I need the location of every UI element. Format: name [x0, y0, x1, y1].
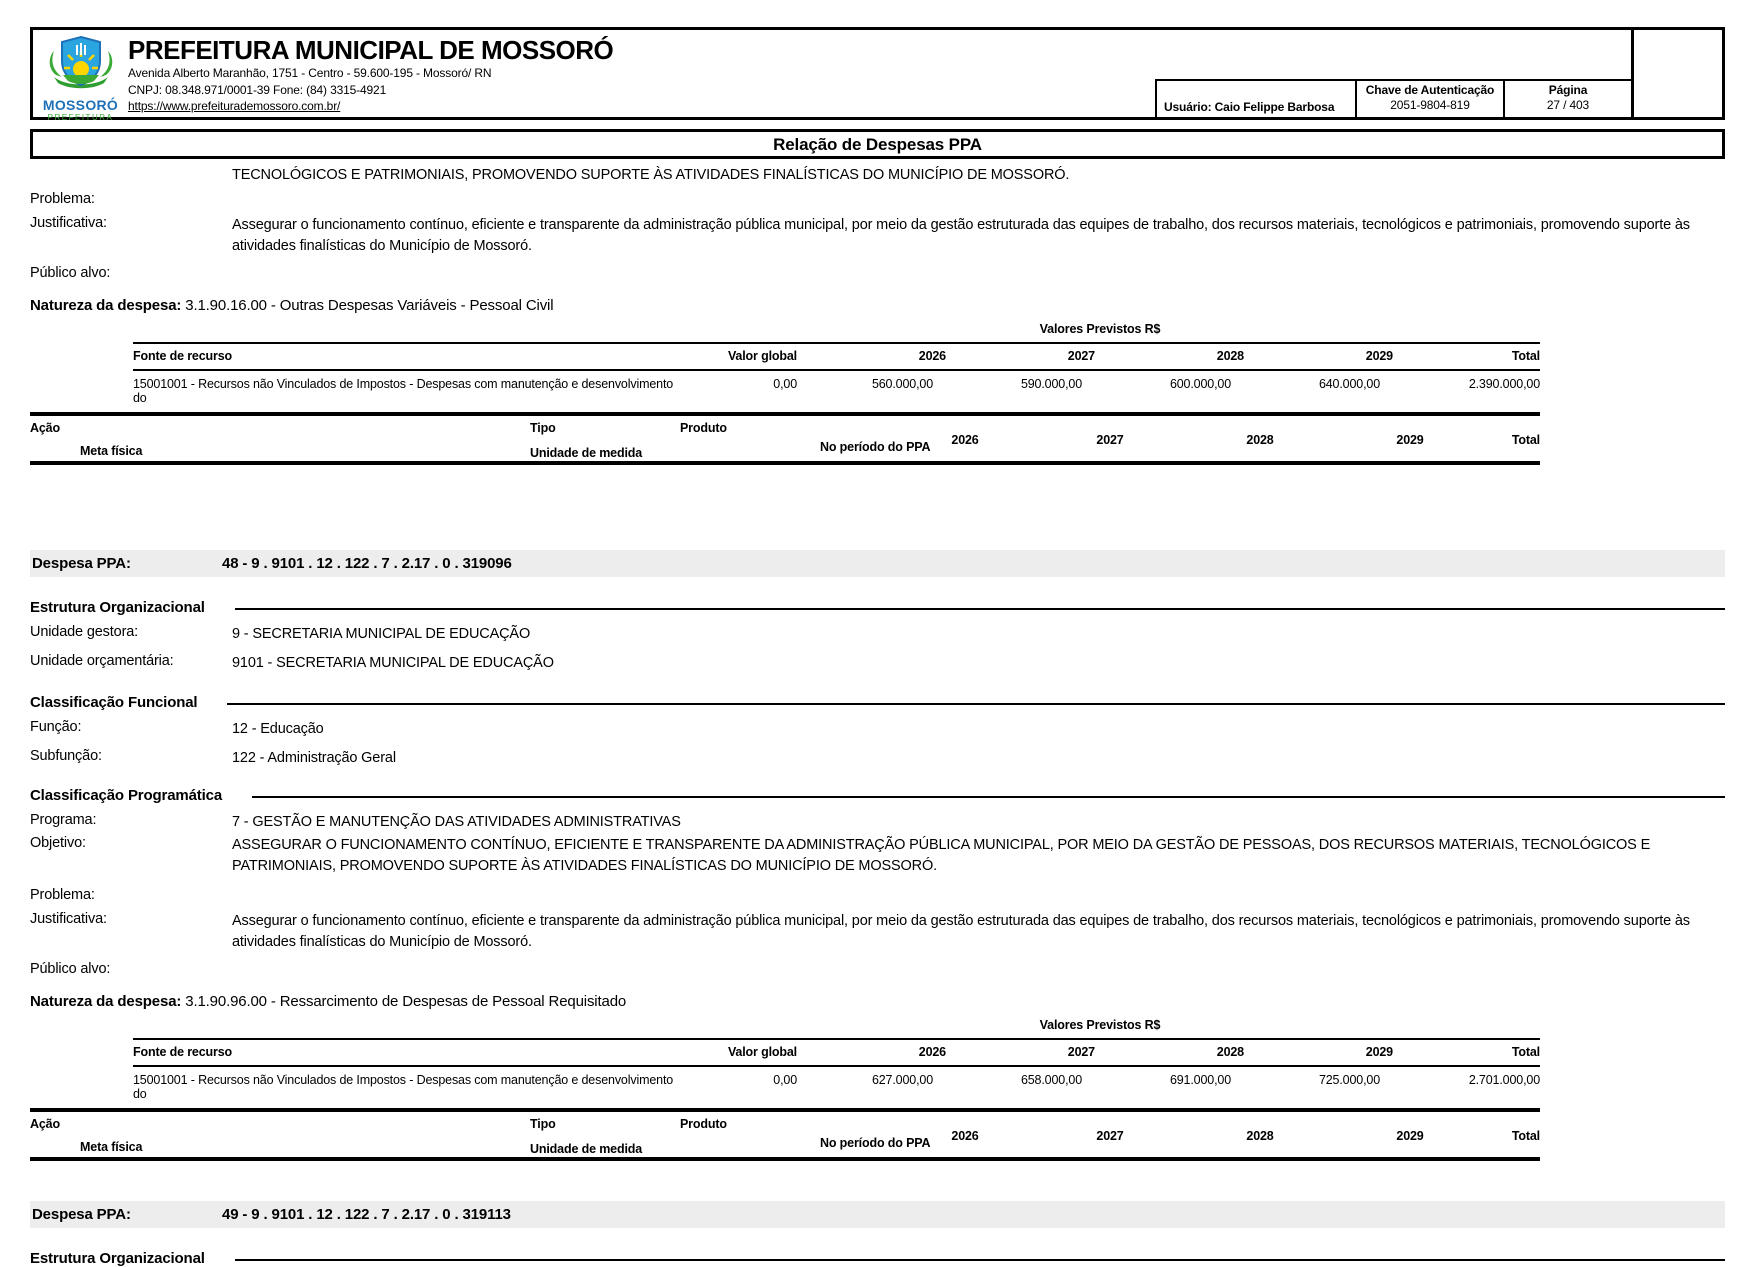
despesa-ppa-48-code: 48 - 9 . 9101 . 12 . 122 . 7 . 2.17 . 0 . 319096 [222, 555, 512, 572]
funcao-label: Função: [30, 719, 82, 735]
unidade-gestora-label: Unidade gestora: [30, 624, 139, 640]
fonte-recurso: 15001001 - Recursos não Vinculados de Impostos - Despesas com manutenção e desenvolvimento do [133, 1073, 674, 1101]
justificativa-label: Justificativa: [30, 215, 107, 231]
acao-col-2026: 2026 [951, 433, 979, 447]
report-title: Relação de Despesas PPA [773, 135, 982, 154]
table-divider-line [30, 1108, 1540, 1112]
header-info-table [1155, 79, 1631, 117]
natureza-value: 3.1.90.16.00 - Outras Despesas Variáveis - Pessoal Civil [185, 297, 554, 314]
natureza-despesa-row [30, 297, 1725, 314]
acao-col-2026: 2026 [951, 1129, 979, 1143]
natureza-label: Natureza da despesa: [30, 297, 182, 314]
natureza-value-2: 3.1.90.96.00 - Ressarcimento de Despesas de Pessoal Requisitado [185, 993, 627, 1010]
subfuncao-label: Subfunção: [30, 748, 102, 764]
subfuncao-row [30, 748, 1725, 769]
header-org-block [128, 30, 613, 117]
estrutura-organizacional-section-2 [30, 1250, 1725, 1267]
periodo-ppa-label: No período do PPA [820, 1136, 931, 1150]
publico-alvo-value [232, 961, 1725, 977]
valores-previstos-table-2 [30, 1018, 1540, 1161]
valor-global-value: 0,00 [773, 1073, 797, 1087]
valor-2029: 640.000,00 [1318, 377, 1380, 391]
periodo-ppa-label: No período do PPA [820, 440, 931, 454]
col-valor-global: Valor global [727, 1045, 797, 1059]
unidade-gestora-value: 9 - SECRETARIA MUNICIPAL DE EDUCAÇÃO [232, 626, 531, 642]
user-cell [1155, 79, 1355, 117]
estrutura-heading: Estrutura Organizacional [30, 599, 205, 616]
tipo-label: Tipo [530, 1117, 556, 1131]
auth-key-label: Chave de Autenticação [1365, 83, 1495, 97]
mossoro-logo [33, 30, 128, 122]
org-website-link[interactable]: https://www.prefeiturademossoro.com.br/ [128, 99, 341, 113]
programatica-heading: Classificação Programática [30, 787, 223, 804]
page-label: Página [1548, 83, 1588, 97]
justificativa-text: Assegurar o funcionamento contínuo, eficiente e transparente da administração pública municipal, por meio da gestão estruturada das equipes de trabalho, dos recursos materiais, tecnológicos e patrimoniais, promovendo suporte às atividades finalísticas do Município de Mossoró. [232, 217, 1690, 254]
unidade-orcamentaria-value: 9101 - SECRETARIA MUNICIPAL DE EDUCAÇÃO [232, 655, 554, 671]
objetivo-label: Objetivo: [30, 835, 86, 851]
problema-row [30, 191, 1725, 207]
programa-row [30, 812, 1725, 833]
problema-value [232, 191, 1725, 207]
unidade-medida-label: Unidade de medida [530, 1142, 643, 1156]
acao-col-2028: 2028 [1246, 433, 1274, 447]
fonte-data-row [133, 371, 1540, 412]
col-2028: 2028 [1216, 1045, 1244, 1059]
subfuncao-value: 122 - Administração Geral [232, 750, 396, 766]
valor-global-value: 0,00 [773, 377, 797, 391]
valor-total: 2.701.000,00 [1468, 1073, 1540, 1087]
col-2026: 2026 [918, 1045, 946, 1059]
header-empty-box [1631, 30, 1722, 117]
classificacao-funcional-section [30, 694, 1725, 711]
page-cell [1503, 79, 1631, 117]
meta-fisica-label: Meta física [80, 1140, 143, 1154]
acao-col-total: Total [1511, 1129, 1540, 1143]
despesa-ppa-label: Despesa PPA: [32, 555, 131, 572]
meta-fisica-label: Meta física [80, 444, 143, 458]
col-total: Total [1511, 1045, 1540, 1059]
acao-header-block [30, 1117, 1540, 1161]
col-fonte: Fonte de recurso [133, 1045, 233, 1059]
objective-continuation: TECNOLÓGICOS E PATRIMONIAIS, PROMOVENDO SUPORTE ÀS ATIVIDADES FINALÍSTICAS DO MUNICÍPIO DE MOSSORÓ. [232, 167, 1070, 183]
col-2028: 2028 [1216, 349, 1244, 363]
auth-key-cell [1355, 79, 1503, 117]
valor-total: 2.390.000,00 [1468, 377, 1540, 391]
acao-header-block [30, 421, 1540, 465]
auth-key-value: 2051-9804-819 [1390, 98, 1470, 112]
valor-2028: 691.000,00 [1169, 1073, 1231, 1087]
produto-label: Produto [680, 421, 727, 435]
acao-divider-line [30, 461, 1540, 465]
section-rule [252, 796, 1725, 798]
valor-2026: 627.000,00 [871, 1073, 933, 1087]
justificativa-row [30, 215, 1725, 257]
col-valor-global: Valor global [727, 349, 797, 363]
publico-alvo-row [30, 265, 1725, 281]
justificativa-label: Justificativa: [30, 911, 107, 927]
mossoro-crest-icon [46, 35, 116, 91]
despesa-ppa-label: Despesa PPA: [32, 1206, 131, 1223]
valores-previstos-table-1 [30, 322, 1540, 465]
col-2029: 2029 [1365, 1045, 1393, 1059]
justificativa-row-2 [30, 911, 1725, 953]
col-2027: 2027 [1067, 1045, 1095, 1059]
acao-col-2029: 2029 [1396, 433, 1424, 447]
section-rule [235, 608, 1725, 610]
logo-city-text: MOSSORÓ [42, 97, 119, 113]
problema-label: Problema: [30, 887, 95, 903]
unidade-orcamentaria-label: Unidade orçamentária: [30, 653, 174, 669]
estrutura-heading: Estrutura Organizacional [30, 1250, 205, 1267]
valor-2028: 600.000,00 [1169, 377, 1231, 391]
valores-title: Valores Previstos R$ [1039, 1018, 1161, 1032]
tipo-label: Tipo [530, 421, 556, 435]
publico-alvo-row-2 [30, 961, 1725, 977]
acao-col-2028: 2028 [1246, 1129, 1274, 1143]
valor-2027: 590.000,00 [1020, 377, 1082, 391]
produto-label: Produto [680, 1117, 727, 1131]
valor-2027: 658.000,00 [1020, 1073, 1082, 1087]
objetivo-value: ASSEGURAR O FUNCIONAMENTO CONTÍNUO, EFICIENTE E TRANSPARENTE DA ADMINISTRAÇÃO PÚBLICA MUNICIPAL, POR MEIO DA GESTÃO DE PESSOAS, DOS RECURSOS MATERIAIS, TECNOLÓGICOS E PATRIMONIAIS, PROMOVENDO SUPORTE ÀS ATIVIDADES FINALÍSTICAS DO MUNICÍPIO DE MOSSORÓ. [232, 837, 1651, 874]
acao-divider-line [30, 1157, 1540, 1161]
despesa-ppa-49-band [30, 1201, 1725, 1228]
publico-alvo-label: Público alvo: [30, 961, 111, 977]
page-number: 27 / 403 [1546, 98, 1590, 112]
fonte-header-row [133, 1038, 1540, 1067]
programa-label: Programa: [30, 812, 97, 828]
funcional-heading: Classificação Funcional [30, 694, 198, 711]
header [30, 27, 1725, 120]
acao-label: Ação [30, 421, 60, 435]
acao-col-2027: 2027 [1096, 433, 1124, 447]
fonte-recurso: 15001001 - Recursos não Vinculados de Impostos - Despesas com manutenção e desenvolvimento do [133, 377, 674, 405]
valor-2026: 560.000,00 [871, 377, 933, 391]
natureza-despesa-row-2 [30, 993, 1725, 1010]
acao-label: Ação [30, 1117, 60, 1131]
publico-alvo-label: Público alvo: [30, 265, 111, 281]
col-2029: 2029 [1365, 349, 1393, 363]
publico-alvo-value [232, 265, 1725, 281]
col-fonte: Fonte de recurso [133, 349, 233, 363]
report-title-bar [30, 129, 1725, 159]
valor-2029: 725.000,00 [1318, 1073, 1380, 1087]
fonte-data-row [133, 1067, 1540, 1108]
estrutura-organizacional-section [30, 599, 1725, 616]
unidade-orcamentaria-row [30, 653, 1725, 674]
acao-col-2029: 2029 [1396, 1129, 1424, 1143]
problema-label: Problema: [30, 191, 95, 207]
funcao-row [30, 719, 1725, 740]
funcao-value: 12 - Educação [232, 721, 324, 737]
section-rule [235, 1259, 1725, 1261]
problema-value [232, 887, 1725, 903]
logo-subtitle-text: PREFEITURA [47, 113, 114, 122]
unidade-medida-label: Unidade de medida [530, 446, 643, 460]
table-divider-line [30, 412, 1540, 416]
justificativa-text: Assegurar o funcionamento contínuo, eficiente e transparente da administração pública municipal, por meio da gestão estruturada das equipes de trabalho, dos recursos materiais, tecnológicos e patrimoniais, promovendo suporte às atividades finalísticas do Município de Mossoró. [232, 913, 1690, 950]
unidade-gestora-row [30, 624, 1725, 645]
problema-row-2 [30, 887, 1725, 903]
col-2027: 2027 [1067, 349, 1095, 363]
org-cnpj-phone: CNPJ: 08.348.971/0001-39 Fone: (84) 3315-4921 [128, 83, 387, 97]
col-2026: 2026 [918, 349, 946, 363]
fonte-header-row [133, 342, 1540, 371]
classificacao-programatica-section [30, 787, 1725, 804]
natureza-label: Natureza da despesa: [30, 993, 182, 1010]
valores-title: Valores Previstos R$ [1039, 322, 1161, 336]
section-rule [227, 703, 1725, 705]
objetivo-row [30, 835, 1725, 877]
despesa-ppa-49-code: 49 - 9 . 9101 . 12 . 122 . 7 . 2.17 . 0 . 319113 [222, 1206, 511, 1223]
org-title: PREFEITURA MUNICIPAL DE MOSSORÓ [128, 35, 614, 65]
acao-col-2027: 2027 [1096, 1129, 1124, 1143]
programa-value: 7 - GESTÃO E MANUTENÇÃO DAS ATIVIDADES ADMINISTRATIVAS [232, 814, 681, 830]
col-total: Total [1511, 349, 1540, 363]
acao-col-total: Total [1511, 433, 1540, 447]
user-name: Usuário: Caio Felippe Barbosa [1164, 100, 1335, 114]
org-address: Avenida Alberto Maranhão, 1751 - Centro - 59.600-195 - Mossoró/ RN [128, 66, 492, 80]
despesa-ppa-48-band [30, 550, 1725, 577]
